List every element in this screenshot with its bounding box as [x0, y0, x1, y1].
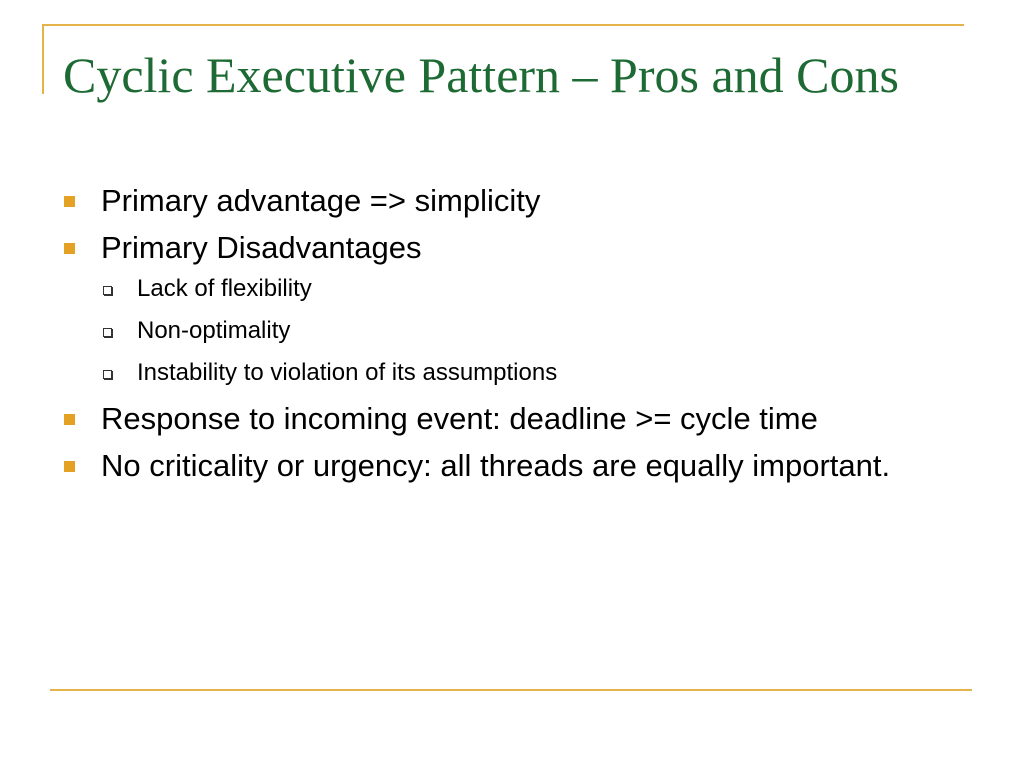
bullet-item: [62, 229, 982, 387]
sub-bullet-text: Non-optimality: [137, 317, 291, 344]
sub-bullet-list: [101, 274, 982, 387]
square-bullet-icon: [64, 243, 75, 254]
bullet-text: Response to incoming event: deadline >= cycle time: [101, 401, 818, 436]
bullet-item: [62, 447, 982, 484]
hollow-square-bullet-icon: [103, 328, 112, 337]
bullet-list: [62, 182, 982, 484]
sub-bullet-text: Lack of flexibility: [137, 275, 312, 302]
slide-title: Cyclic Executive Pattern – Pros and Cons: [63, 47, 899, 103]
bullet-text: Primary advantage => simplicity: [101, 183, 541, 218]
bottom-border-line: [50, 689, 972, 691]
sub-bullet-item: [101, 274, 982, 303]
square-bullet-icon: [64, 196, 75, 207]
sub-bullet-item: [101, 358, 982, 387]
bullet-text: No criticality or urgency: all threads are equally important.: [101, 448, 891, 483]
bullet-text: Primary Disadvantages: [101, 230, 422, 265]
square-bullet-icon: [64, 461, 75, 472]
top-border-line: [42, 24, 964, 26]
sub-bullet-item: [101, 316, 982, 345]
hollow-square-bullet-icon: [103, 370, 112, 379]
square-bullet-icon: [64, 414, 75, 425]
hollow-square-bullet-icon: [103, 286, 112, 295]
bullet-item: [62, 400, 982, 437]
bullet-item: [62, 182, 982, 219]
slide-body: [62, 182, 982, 494]
sub-bullet-text: Instability to violation of its assumptions: [137, 359, 558, 386]
left-border-line: [42, 24, 44, 94]
